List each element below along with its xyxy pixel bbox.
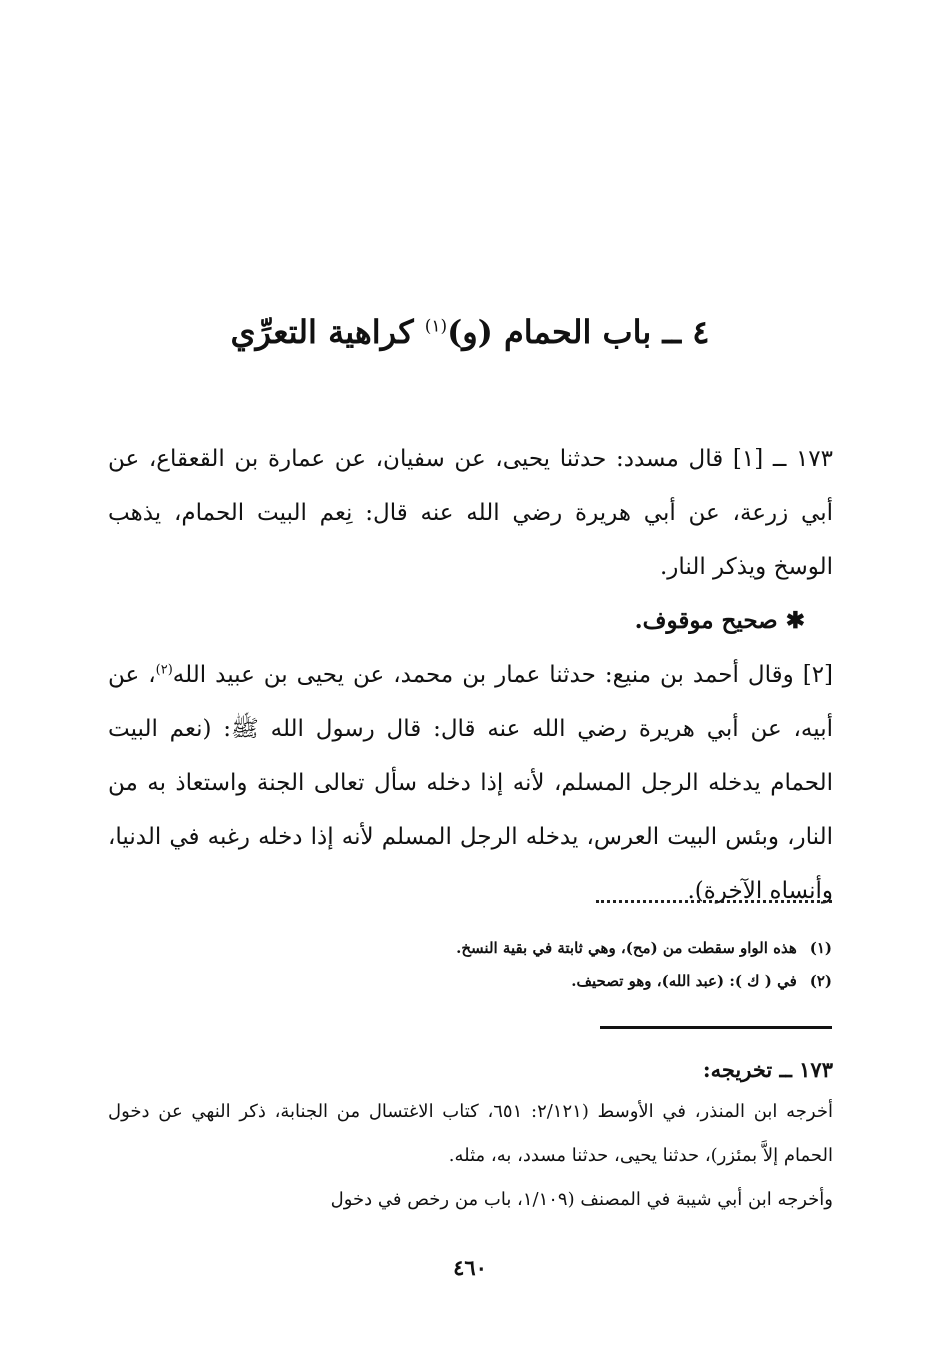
footnote-2-number: (٢)	[809, 972, 832, 990]
footnote-1-text: هذه الواو سقطت من (مح)، وهي ثابتة في بقية النسخ.	[456, 939, 797, 957]
narration-1-ref: [١]	[732, 446, 764, 472]
footnote-ref-1: (١)	[424, 316, 448, 337]
footnote-2-text: في ( ك ): (عبد الله)، وهو تصحيف.	[571, 972, 797, 990]
takhrij-section	[108, 1050, 833, 1222]
footnote-1-number: (١)	[809, 939, 832, 957]
narration-2	[108, 648, 833, 918]
section-divider	[600, 1026, 832, 1029]
chapter-title: ٤ ــ باب الحمام (و)$^{(١)}$ كراهية التعرِّي	[230, 313, 710, 351]
narration-2-ref: [٢]	[802, 662, 834, 688]
footnote-ref-2: (٢)	[155, 662, 173, 678]
star-icon: ✱	[785, 607, 805, 634]
narration-1: ١٧٣ ــ [١] قال مسدد: حدثنا يحيى، عن سفيان، عن عمارة بن القعقاع، عن أبي زرعة، عن أبي هريرة رضي الله عنه قال: نِعم البيت الحمام، يذهب الوسخ ويذكر النار.	[108, 446, 834, 580]
footnote-1	[300, 932, 832, 965]
takhrij-heading: ١٧٣ ــ تخريجه:	[702, 1057, 833, 1082]
chapter-number: ٤	[692, 313, 710, 351]
page-number: ٤٦٠	[453, 1255, 487, 1280]
footnotes	[300, 932, 832, 998]
chapter-title-part1: باب الحمام (و)	[447, 313, 652, 351]
grade-text: صحيح موقوف.	[634, 607, 778, 634]
takhrij-paragraph-1: أخرجه ابن المنذر، في الأوسط (٢/١٢١: ٦٥١، كتاب الاغتسال من الجنابة، ذكر النهي عن دخول الحمام إلاَّ بمئزر)، حدثنا يحيى، حدثنا مسدد، به، مثله.	[108, 1101, 833, 1166]
takhrij-paragraph-2: وأخرجه ابن أبي شيبة في المصنف (١/١٠٩، باب من رخص في دخول	[330, 1189, 833, 1210]
narration-2-text-b: ، عن أبيه، عن أبي هريرة رضي الله عنه قال: قال رسول الله ﷺ: (نعم البيت الحمام يدخله الرجل المسلم، لأنه إذا دخله سأل تعالى الجنة واستعاذ به من النار، وبئس البيت العرس، يدخله الرجل المسلم لأنه إذا دخله رغبه في الدنيا، وأنساه الآخرة).	[108, 662, 833, 904]
narration-2-text-a: وقال أحمد بن منيع: حدثنا عمار بن محمد، عن يحيى بن عبيد الله	[172, 662, 794, 688]
hadith-number: ١٧٣	[795, 446, 834, 472]
footnote-2	[300, 965, 832, 998]
footnote-separator	[596, 900, 832, 903]
chapter-title-part2: كراهية التعرِّي	[230, 313, 414, 351]
hadith-body	[108, 432, 833, 918]
hadith-grade	[108, 594, 833, 648]
narration-1-text: قال مسدد: حدثنا يحيى، عن سفيان، عن عمارة بن القعقاع، عن أبي زرعة، عن أبي هريرة رضي الله عنه قال: نِعم البيت الحمام، يذهب الوسخ ويذكر النار.	[108, 446, 833, 580]
